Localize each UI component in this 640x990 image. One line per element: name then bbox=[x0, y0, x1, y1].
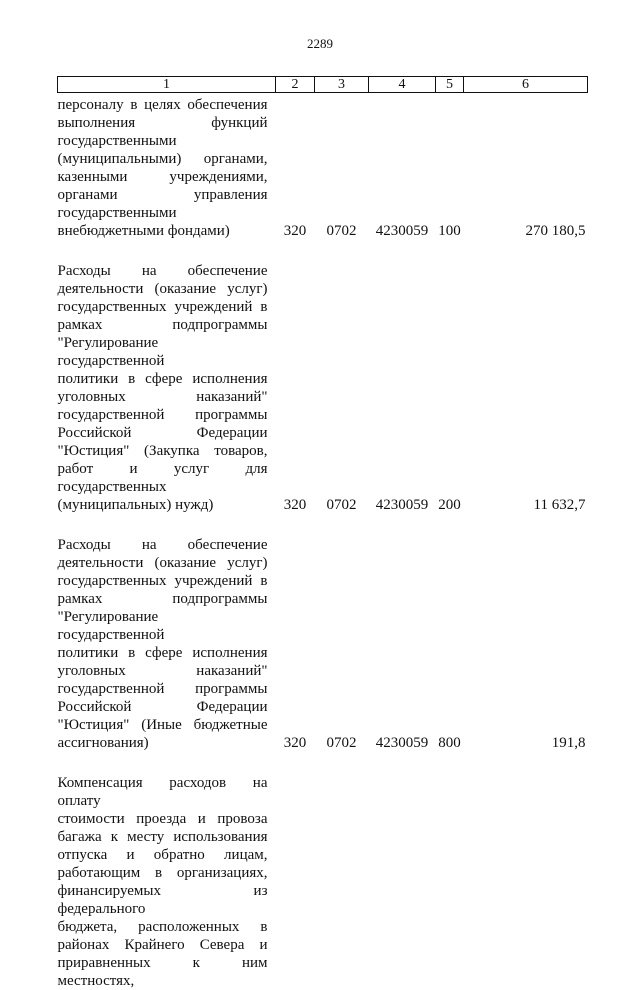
description-line: государственных учреждений в bbox=[57, 299, 268, 315]
table-row bbox=[58, 774, 588, 990]
description-line: деятельности (оказание услуг) bbox=[57, 281, 268, 297]
description-line: районах Крайнего Севера и bbox=[57, 937, 268, 953]
amount bbox=[464, 774, 588, 990]
description-line: казенными учреждениями, bbox=[57, 169, 268, 185]
target-article-code bbox=[369, 774, 436, 990]
column-header-2: 2 bbox=[276, 77, 315, 93]
column-header-6: 6 bbox=[464, 77, 588, 93]
description-line: внебюджетными фондами) bbox=[57, 223, 230, 239]
description-line: "Юстиция" (Закупка товаров, bbox=[57, 443, 268, 459]
description-line: рамках подпрограммы bbox=[57, 591, 268, 607]
section-code: 0702 bbox=[326, 735, 357, 751]
description-line: "Регулирование государственной bbox=[57, 609, 165, 643]
description-line: государственной программы bbox=[57, 681, 268, 697]
description-line: Российской Федерации bbox=[57, 699, 268, 715]
amount: 11 632,7 bbox=[533, 497, 586, 513]
column-number-header bbox=[58, 77, 588, 93]
description-line: стоимости проезда и провоза bbox=[57, 811, 268, 827]
description-line: государственных учреждений в bbox=[57, 573, 268, 589]
description-line: "Юстиция" (Иные бюджетные bbox=[57, 717, 268, 733]
description-line: работ и услуг для bbox=[57, 461, 268, 477]
description-line: отпуска и обратно лицам, bbox=[57, 847, 268, 863]
amount: 270 180,5 bbox=[525, 223, 586, 239]
description-line: деятельности (оказание услуг) bbox=[57, 555, 268, 571]
description-line: государственными bbox=[57, 133, 177, 149]
description-line: работающим в организациях, bbox=[57, 865, 268, 881]
description-line: ассигнования) bbox=[57, 735, 149, 751]
description-line: Компенсация расходов на оплату bbox=[57, 775, 268, 809]
description-line: багажа к месту использования bbox=[57, 829, 268, 845]
section-code: 0702 bbox=[326, 497, 357, 513]
ministry-code: 320 bbox=[283, 735, 307, 751]
target-article-code: 4230059 bbox=[375, 223, 429, 239]
target-article-code: 4230059 bbox=[375, 497, 429, 513]
description-line: государственной программы bbox=[57, 407, 268, 423]
description-line: органами управления bbox=[57, 187, 268, 203]
description-line: Расходы на обеспечение bbox=[57, 537, 268, 553]
budget-table bbox=[57, 76, 588, 990]
description-line: Российской Федерации bbox=[57, 425, 268, 441]
expense-type-code: 200 bbox=[438, 497, 461, 513]
description-line: политики в сфере исполнения bbox=[57, 645, 268, 661]
description-line: "Регулирование государственной bbox=[57, 335, 165, 369]
row-description bbox=[58, 262, 276, 536]
description-line: рамках подпрограммы bbox=[57, 317, 268, 333]
expense-type-code: 800 bbox=[438, 735, 461, 751]
column-header-5: 5 bbox=[436, 77, 464, 93]
description-line: уголовных наказаний" bbox=[57, 663, 268, 679]
description-line: приравненных к ним местностях, bbox=[57, 955, 268, 989]
column-header-4: 4 bbox=[369, 77, 436, 93]
expense-type-code: 100 bbox=[438, 223, 461, 239]
description-line: финансируемых из федерального bbox=[57, 883, 268, 917]
description-line: персоналу в целях обеспечения bbox=[57, 97, 268, 113]
description-line: политики в сфере исполнения bbox=[57, 371, 268, 387]
table-row bbox=[58, 262, 588, 536]
row-description bbox=[58, 774, 276, 990]
description-line: бюджета, расположенных в bbox=[57, 919, 268, 935]
column-header-1: 1 bbox=[58, 77, 276, 93]
row-description bbox=[58, 536, 276, 774]
section-code bbox=[315, 774, 369, 990]
table-row bbox=[58, 93, 588, 263]
page-number: 2289 bbox=[307, 36, 333, 51]
row-description bbox=[58, 93, 276, 263]
target-article-code: 4230059 bbox=[375, 735, 429, 751]
ministry-code bbox=[276, 774, 315, 990]
description-line: уголовных наказаний" bbox=[57, 389, 268, 405]
ministry-code: 320 bbox=[283, 497, 307, 513]
table-row bbox=[58, 536, 588, 774]
description-line: государственных bbox=[57, 479, 167, 495]
description-line: (муниципальными) органами, bbox=[57, 151, 268, 167]
column-header-3: 3 bbox=[315, 77, 369, 93]
description-line: (муниципальных) нужд) bbox=[57, 497, 214, 513]
description-line: выполнения функций bbox=[57, 115, 268, 131]
ministry-code: 320 bbox=[283, 223, 307, 239]
description-line: государственными bbox=[57, 205, 177, 221]
section-code: 0702 bbox=[326, 223, 357, 239]
description-line: Расходы на обеспечение bbox=[57, 263, 268, 279]
expense-type-code bbox=[436, 774, 464, 990]
amount: 191,8 bbox=[551, 735, 586, 751]
